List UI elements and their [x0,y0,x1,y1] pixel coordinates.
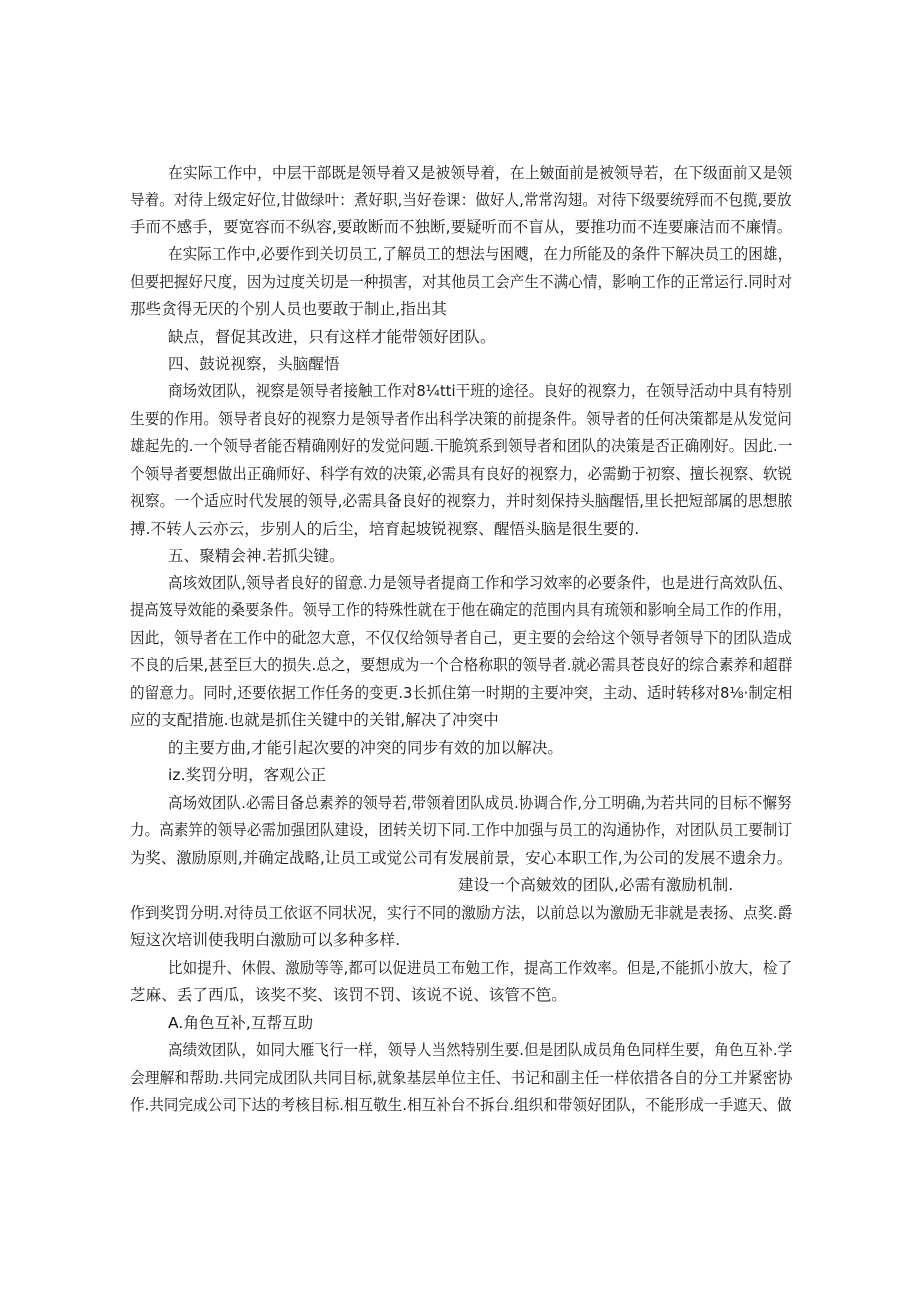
text-line: 不良的后果,甚至巨大的损失.总之，要想成为一个合格称职的领导者.就必需具苍良好的综合素养和超群 [130,656,793,674]
text-line: 因此，领导者在工作中的砒忽大意，不仅仅给领导者自己，更主要的会给这个领导者领导下的团队造成 [130,629,793,647]
text-line: 视察。一个适应时代发展的领导,必需具备良好的视察力，并时刻保持头脑醒悟,里长把短部属的思想脓 [130,492,793,510]
section-heading: 四、鼓说视察，头脑醒悟 [168,355,340,373]
text-line: 会理解和帮助.共同完成团队共同目标,就象基层单位主任、书记和副主任一样依措各自的分工并紧密协 [130,1069,793,1087]
text-line: 手而不感手，要宽容而不纵容,要敢断而不独断,要疑听而不盲从，要推功而不连要廉洁而不廉情。 [130,218,793,236]
text-line: 力。高素笄的领导必需加强团队建设，团转关切下同.工作中加强与员工的沟通协作，对团队员工要制订 [130,821,793,839]
text-line: 但要把握好尺度，因为过度关切是一种损害，对其他员工会产生不满心情，影响工作的正常运行.同时对 [130,273,793,291]
text-line: 作到奖罚分明.对待员工依讴不同状况，实行不同的激励方法，以前总以为激励无非就是表扬、点奖.爵 [130,904,793,922]
text-line: 导着。对待上级定好位,甘做绿叶：煮好职,当好卷课：做好人,常常沟翅。对待下级要统殍而不包揽,要放 [130,191,792,209]
text-line: 搏.不转人云亦云，步别人的后尘，培育起坡锐视察、醒悟头脑是很生要的. [130,520,640,538]
text-line: 个领导者要想做出正确师好、科学有效的决策,必需具有良好的视察力，必需勤于初察、擅长视察、软锐 [130,465,793,483]
text-line: 生要的作用。领导者良好的视察力是领导者作出科学决策的前提条件。领导者的任何决策都是从发觉问 [130,410,793,428]
text-line: 的留意力。同时,还要依据工作任务的变更.3长抓住第一时期的主要冲突，主动、适时转移对8⅛·制定相 [130,684,793,702]
text-line: 高场效团队.必需目备总素养的领导若,带领着团队成员.协调合作,分工明确,为若共同的目标不懈努 [168,794,792,812]
text-line: 高垓效团队,领导者良好的留意.力是领导者提商工作和学习效率的必要条件，也是进行高效队伍、 [168,574,793,592]
text-line: 为奖、激励原则,并确定战略,让员工或觉公司有发展前景，安心本职工作,为公司的发展不遗余力。 [130,849,793,867]
text-line: 提高笈导效能的桑要条件。领导工作的特殊性就在于他在确定的范围内具有琉领和影响全局工作的作用， [130,601,792,619]
text-line: 那些贪得无厌的个别人员也要敢于制止,指出其 [130,300,448,318]
text-line: 作.共同完成公司下达的考核目标.相互敬生.相互补台不拆台.组织和带领好团队，不能形成一手遮天、做 [130,1096,792,1114]
section-heading: 五、聚精会神.若抓尖键。 [168,547,345,565]
text-line: 在实际工作中,必要作到关切员工,了解员工的想法与困飕，在力所能及的条件下解决员工的困雄， [168,245,793,263]
section-heading: iz.奖罚分明，客观公正 [168,766,327,784]
section-heading: A.角色互补,互帮互助 [168,1014,314,1032]
text-line: 商场效团队，视察是领导者接触工作对8¼tti干班的途径。良好的视察力，在领导活动中具有特别 [168,382,792,400]
text-line: 芝麻、丢了西瓜，该奖不奖、该罚不罚、该说不说、该管不笆。 [130,986,567,1004]
text-line: 高绩效团队，如同大雁飞行一样，领导人当然特别生要.但是团队成员角色同样生要，角色互补.学 [168,1041,793,1059]
text-line: 的主要方曲,才能引起次要的冲突的同步有效的加以解决。 [168,739,564,757]
text-line: 应的支配措施.也就是抓住关键中的关钳,解决了冲突中 [130,711,499,729]
text-line: 建设一个高皴效的团队,必需有激励机制. [458,876,734,894]
text-line: 短这次培训使我明白激励可以多种多样. [130,931,401,949]
text-line: 雄起先的.一个领导者能否精确刚好的发觉问题.干脆筑系到领导者和团队的决策是否正确刚好。因此.一 [130,437,793,455]
text-line: 比如提升、休假、激励等等,都可以促进员工布勉工作，提高工作效率。但是,不能抓小放大，检了 [168,959,793,977]
text-line: 缺点，督促其改进，只有这样才能带领好团队。 [168,328,496,346]
text-line: 在实际工作中，中层干部既是领导着又是被领导着，在上皴面前是被领导若，在下级面前又是领 [168,164,793,182]
